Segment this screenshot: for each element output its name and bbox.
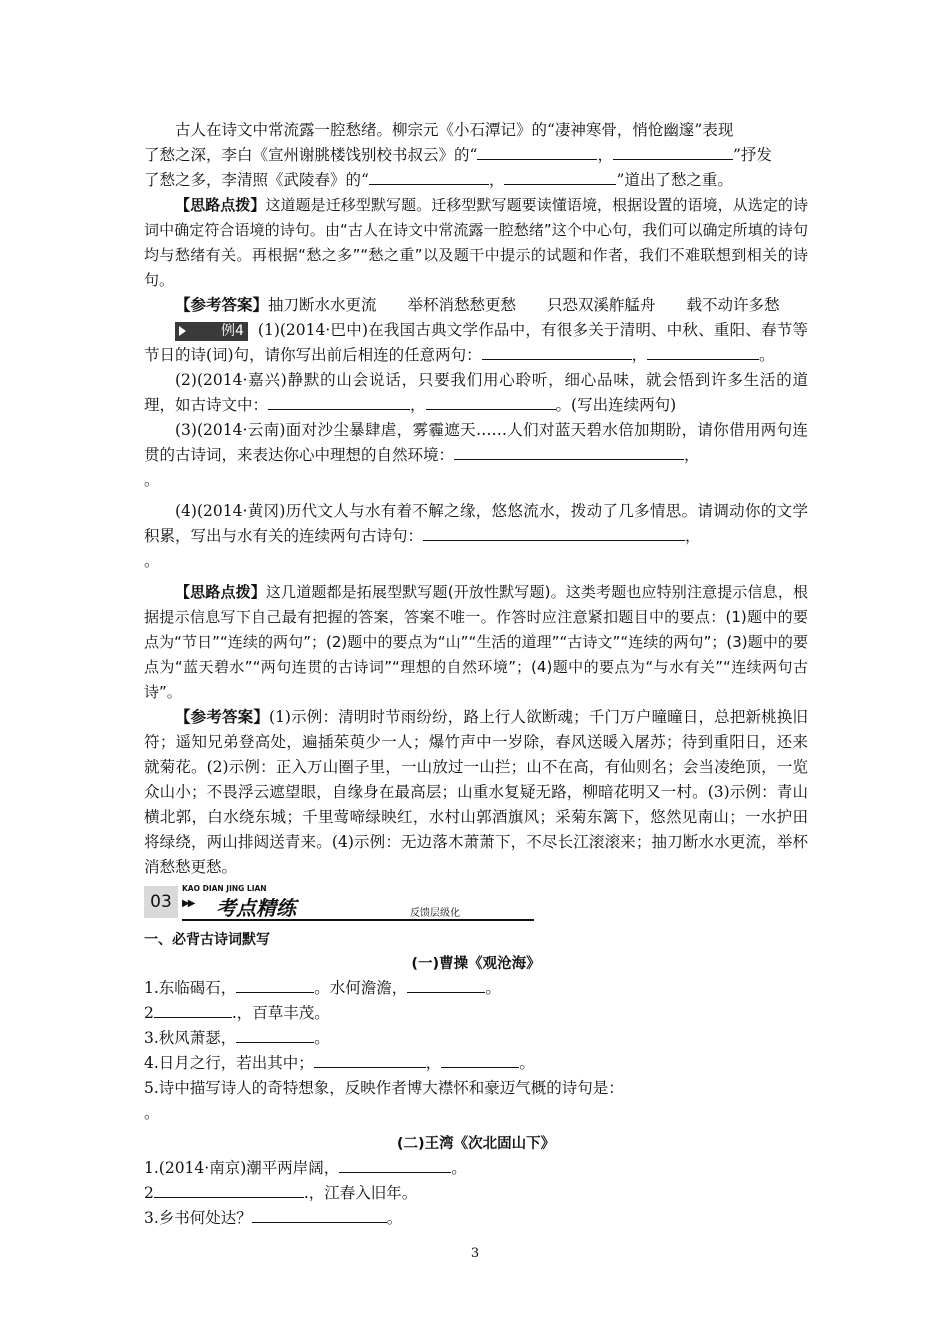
reference-answer-2 bbox=[144, 705, 808, 880]
answer-blank[interactable] bbox=[504, 168, 616, 185]
answer-blank[interactable] bbox=[236, 976, 314, 993]
reference-answer-1 bbox=[144, 293, 808, 318]
poem-title: (一)曹操《观沧海》 bbox=[411, 956, 541, 972]
answer-blank[interactable] bbox=[477, 143, 597, 160]
document-page bbox=[144, 118, 808, 1231]
analysis-tip-2 bbox=[144, 580, 808, 705]
section-divider bbox=[182, 919, 534, 921]
poem1-line-1: 1.东临碣石， 。水何澹澹， 。 bbox=[144, 976, 808, 1001]
example-badge: 例4 bbox=[175, 322, 248, 341]
poem-title: (二)王湾《次北固山下》 bbox=[396, 1136, 556, 1152]
analysis-tip-1 bbox=[144, 193, 808, 293]
answer-blank[interactable] bbox=[314, 1051, 426, 1068]
section-pinyin: KAO DIAN JING LIAN bbox=[182, 884, 267, 893]
answer-label: 【参考答案】 bbox=[175, 296, 269, 314]
answer-blank[interactable] bbox=[236, 1026, 314, 1043]
analysis-text: 这道题是迁移型默写题。迁移型默写题要读懂语境，根据设置的语境，从选定的诗词中确定符合语境的诗句。由“古人在诗文中常流露一腔愁绪”这个中心句，我们可以确定所填的诗句均与愁绪有关。再根据“愁之多”“愁之重”以及题干中提示的试题和作者，我们不难联想到相关的诗句。 bbox=[144, 196, 808, 289]
answer-blank[interactable] bbox=[268, 393, 410, 410]
answer-blank[interactable] bbox=[423, 524, 685, 541]
answer-blank[interactable] bbox=[407, 976, 485, 993]
intro-line-1: 古人在诗文中常流露一腔愁绪。柳宗元《小石潭记》的“凄神寒骨，悄怆幽邃”表现 bbox=[175, 121, 734, 139]
answer-blank[interactable] bbox=[252, 1206, 387, 1223]
answer-blank[interactable] bbox=[482, 343, 632, 360]
poem2-line-3: 3.乡书何处达？ 。 bbox=[144, 1206, 808, 1231]
example-4-q4: (4)(2014·黄冈)历代文人与水有着不解之缘，悠悠流水，拨动了几多情思。请调动你的文学积累，写出与水有关的连续两句古诗句： ， 。 bbox=[144, 502, 808, 570]
intro-line-3: 了愁之多，李清照《武陵春》的“ ， ”道出了愁之重。 bbox=[144, 168, 808, 193]
example-4-q1: 例4 (1)(2014·巴中)在我国古典文学作品中，有很多关于清明、中秋、重阳、春节等节日的诗(词)句，请你写出前后相连的任意两句： ， 。 bbox=[144, 321, 808, 364]
section-subtitle: 反馈层级化 bbox=[410, 908, 460, 919]
section-number: 03 bbox=[144, 886, 178, 918]
analysis-label: 【思路点拨】 bbox=[175, 583, 266, 601]
section-header bbox=[144, 882, 808, 926]
play-triangle-icon bbox=[179, 326, 186, 336]
answer-text: 抽刀断水水更流 举杯消愁愁更愁 只恐双溪舴艋舟 载不动许多愁 bbox=[268, 296, 780, 314]
answer-blank[interactable] bbox=[426, 393, 556, 410]
poem1-line-3: 3.秋风萧瑟， 。 bbox=[144, 1026, 808, 1051]
poem1-line-4: 4.日月之行，若出其中； ， 。 bbox=[144, 1051, 808, 1076]
answer-blank[interactable] bbox=[647, 343, 759, 360]
answer-blank[interactable] bbox=[454, 443, 684, 460]
answer-blank[interactable] bbox=[339, 1156, 451, 1173]
answer-text: (1)示例：清明时节雨纷纷，路上行人欲断魂；千门万户曈曈日，总把新桃换旧符；遥知兄弟登高处，遍插茱萸少一人；爆竹声中一岁除，春风送暖入屠苏；待到重阳日，还来就菊花。(2)示例：正入万山圈子里，一山放过一山拦；山不在高，有仙则名；会当凌绝顶，一览众山小；不畏浮云遮望眼，自缘身在最高层；山重水复疑无路，柳暗花明又一村。(3)示例：青山横北郭，白水绕东城；千里莺啼绿映红，水村山郭酒旗风；采菊东篱下，悠然见南山；一水护田将绿绕，两山排闼送青来。(4)示例：无边落木萧萧下，不尽长江滚滚来；抽刀断水水更流，举杯消愁愁更愁。 bbox=[144, 708, 808, 876]
part-heading: 一、必背古诗词默写 bbox=[144, 932, 270, 948]
section-title: 考点精练 bbox=[216, 896, 296, 920]
analysis-label: 【思路点拨】 bbox=[175, 196, 266, 214]
example-4-q3: (3)(2014·云南)面对沙尘暴肆虐，雾霾遮天……人们对蓝天碧水倍加期盼，请你借用两句连贯的古诗词，来表达你心中理想的自然环境： ， 。 bbox=[144, 421, 808, 489]
answer-blank[interactable] bbox=[613, 143, 733, 160]
analysis-text: 这几道题都是拓展型默写题(开放性默写题)。这类考题也应特别注意提示信息，根据提示信息写下自己最有把握的答案，答案不唯一。作答时应注意紧扣题目中的要点：(1)题中的要点为“节日”“连续的两句”；(2)题中的要点为“山”“生活的道理”“古诗文”“连续的两句”；(3)题中的要点为“蓝天碧水”“两句连贯的古诗词”“理想的自然环境”；(4)题中的要点为“与水有关”“连续两句古诗”。 bbox=[144, 583, 808, 701]
poem2-line-2: 2 .，江春入旧年。 bbox=[144, 1181, 808, 1206]
example-4-q2: (2)(2014·嘉兴)静默的山会说话，只要我们用心聆听，细心品味，就会悟到许多生活的道理，如古诗文中： ， 。(写出连续两句) bbox=[144, 371, 808, 414]
answer-label: 【参考答案】 bbox=[175, 708, 270, 726]
answer-blank[interactable] bbox=[154, 1181, 304, 1198]
intro-line-2: 了愁之深，李白《宣州谢朓楼饯别校书叔云》的“ ， ”抒发 bbox=[144, 143, 808, 168]
double-arrow-icon: ▶▶ bbox=[182, 898, 194, 909]
page-number: 3 bbox=[470, 1246, 480, 1261]
answer-blank[interactable] bbox=[154, 1001, 232, 1018]
answer-blank[interactable] bbox=[441, 1051, 519, 1068]
poem1-line-2: 2 .，百草丰茂。 bbox=[144, 1001, 808, 1026]
poem1-line-5: 5.诗中描写诗人的奇特想象，反映作者博大襟怀和豪迈气概的诗句是： 。 bbox=[144, 1079, 624, 1122]
poem2-line-1: 1.(2014·南京)潮平两岸阔， 。 bbox=[144, 1156, 808, 1181]
answer-blank[interactable] bbox=[369, 168, 489, 185]
